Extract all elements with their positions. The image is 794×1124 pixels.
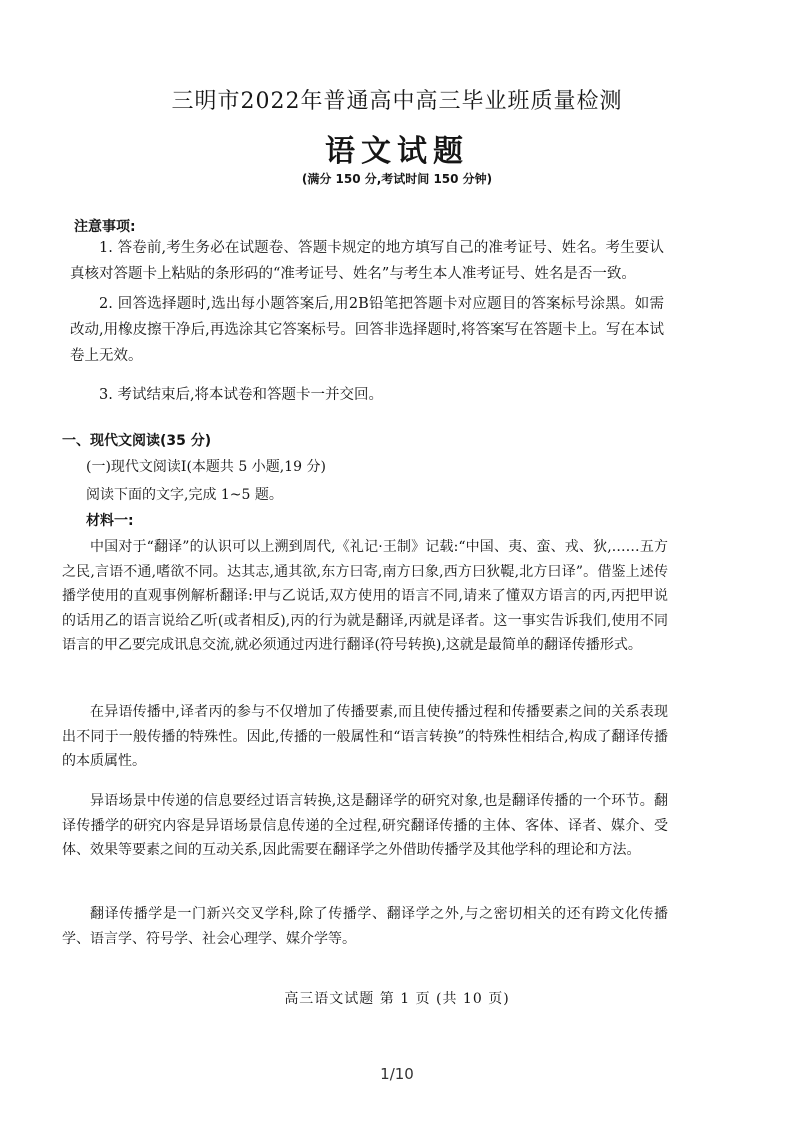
- note-item: 1. 答卷前,考生务必在试题卷、答题卡规定的地方填写自己的准考证号、姓名。考生要认真核对答题卡上粘贴的条形码的“准考证号、姓名”与考生本人准考证号、姓名是否一致。: [70, 240, 664, 282]
- note-item: 2. 回答选择题时,选出每小题答案后,用2B铅笔把答题卡对应题目的答案标号涂黑。如需改动,用橡皮擦干净后,再选涂其它答案标号。回答非选择题时,将答案写在答题卡上。写在本试卷上无效。: [70, 296, 664, 364]
- body-paragraph: 中国对于“翻译”的认识可以上溯到周代,《礼记·王制》记载:“中国、夷、蛮、戎、狄,……五方之民,言语不通,嗜欲不同。达其志,通其欲,东方曰寄,南方曰象,西方曰狄鞮,北方曰译”。借鉴上述传播学使用的直观事例解析翻译:甲与乙说话,双方使用的语言不同,请来了懂双方语言的丙,丙把甲说的话用乙的语言说给乙听(或者相反),丙的行为就是翻译,丙就是译者。这一事实告诉我们,使用不同语言的甲乙要完成讯息交流,就必须通过丙进行翻译(符号转换),这就是最简单的翻译传播形式。: [62, 539, 668, 653]
- section-heading: 一、现代文阅读(35 分): [62, 433, 212, 449]
- body-paragraph: 在异语传播中,译者丙的参与不仅增加了传播要素,而且使传播过程和传播要素之间的关系表现出不同于一般传播的特殊性。因此,传播的一般属性和“语言转换”的特殊性相结合,构成了翻译传播的本质属性。: [62, 704, 668, 769]
- exam-info: (满分 150 分,考试时间 150 分钟): [301, 172, 493, 186]
- body-paragraph: 异语场景中传递的信息要经过语言转换,这是翻译学的研究对象,也是翻译传播的一个环节。翻译传播学的研究内容是异语场景信息传递的全过程,研究翻译传播的主体、客体、译者、媒介、受体、效果等要素之间的互动关系,因此需要在翻译学之外借助传播学及其他学科的理论和方法。: [62, 793, 668, 858]
- page-footer: 高三语文试题 第 1 页 (共 10 页): [284, 991, 510, 1007]
- notes-heading: 注意事项:: [74, 219, 136, 235]
- subject-title: 语文试题: [325, 134, 469, 169]
- material-label: 材料一:: [86, 513, 134, 529]
- body-paragraph: 翻译传播学是一门新兴交叉学科,除了传播学、翻译学之外,与之密切相关的还有跨文化传播学、语言学、符号学、社会心理学、媒介学等。: [62, 906, 668, 947]
- section-subheading: (一)现代文阅读Ⅰ(本题共 5 小题,19 分): [86, 459, 326, 475]
- page-indicator: 1/10: [380, 1065, 414, 1083]
- exam-title: 三明市2022年普通高中高三毕业班质量检测: [171, 89, 623, 114]
- note-item: 3. 考试结束后,将本试卷和答题卡一并交回。: [99, 387, 384, 403]
- section-instruction: 阅读下面的文字,完成 1~5 题。: [86, 487, 283, 503]
